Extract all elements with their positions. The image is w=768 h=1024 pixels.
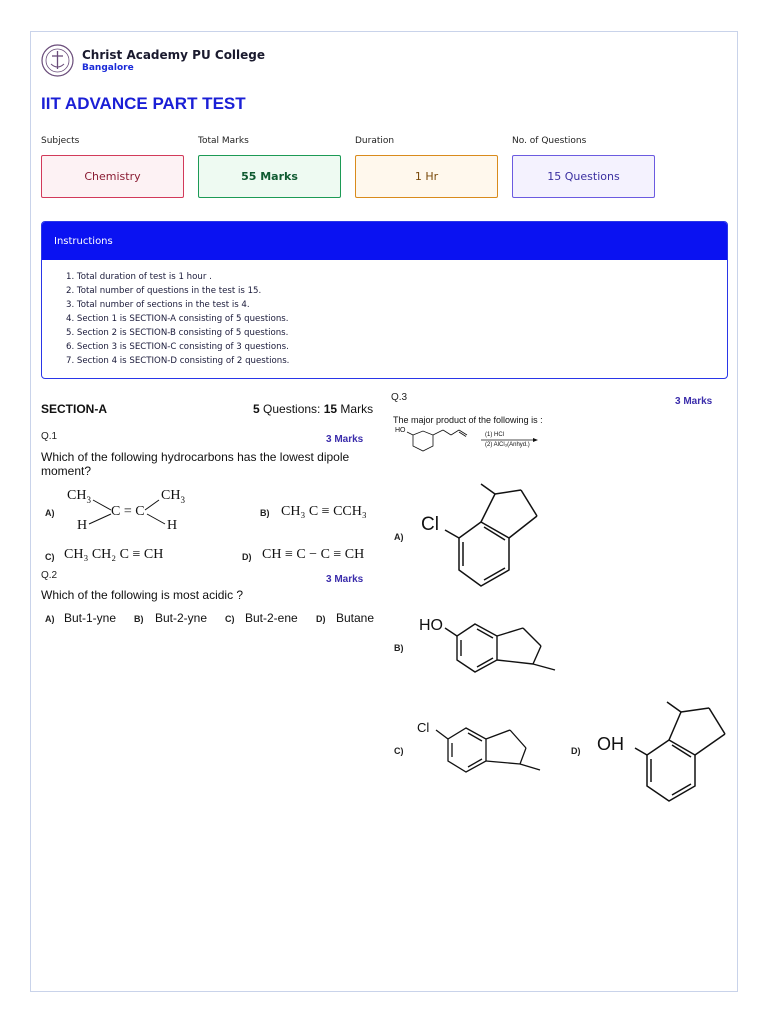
q2-option-a[interactable]: But-1-yne [64, 611, 117, 625]
q2-marks: 3 Marks [326, 574, 364, 585]
subjects-value: Chemistry [41, 155, 184, 198]
q1-option-c-label[interactable]: C) [45, 552, 55, 562]
college-header [41, 42, 265, 78]
q3-number: Q.3 [391, 392, 408, 403]
ch3-left-text: CH [67, 488, 87, 503]
duration-value: 1 Hr [355, 155, 498, 198]
q3-option-a-label[interactable]: A) [394, 532, 404, 542]
section-a-title: SECTION-A [41, 402, 107, 416]
q3-option-c-label[interactable]: C) [394, 746, 404, 756]
h-right: H [167, 518, 178, 533]
college-info [82, 48, 265, 73]
ch3-left-sub: 3 [86, 494, 91, 505]
indane-chloro-methyl-icon [411, 480, 551, 590]
chloro-group: Cl [421, 514, 439, 535]
indane-chloro-methyl-c-icon [416, 718, 556, 778]
section-a-marks: 15 [323, 402, 338, 416]
indane-hydroxy-methyl-d-icon [597, 698, 737, 808]
q2-option-a-label[interactable]: A) [45, 614, 55, 624]
q1-option-d-label[interactable]: D) [242, 552, 252, 562]
reactant-structure-icon [393, 425, 553, 457]
questions-value: 15 Questions [512, 155, 655, 198]
q1-option-a-label[interactable]: A) [45, 508, 55, 518]
q2-text: Which of the following is most acidic ? [41, 588, 244, 602]
q1-option-a-structure[interactable] [65, 488, 195, 534]
q1-option-c[interactable]: CH₃ CH₂ C ≡ CH [64, 547, 164, 562]
q2-number: Q.2 [41, 570, 58, 581]
q2-option-d-label[interactable]: D) [316, 614, 326, 624]
test-paper [30, 31, 738, 992]
q3-option-a-structure[interactable] [411, 480, 551, 590]
q3-option-d-label[interactable]: D) [571, 746, 581, 756]
section-a-count: 5 [253, 402, 260, 416]
ch3-right-sub: 3 [180, 494, 185, 505]
indane-hydroxy-methyl-icon [417, 612, 567, 682]
q2-option-c[interactable]: But-2-ene [245, 611, 298, 625]
q1-option-b-label[interactable]: B) [260, 508, 270, 518]
q3-option-c-structure[interactable] [416, 718, 556, 778]
test-title: IIT ADVANCE PART TEST [41, 94, 246, 113]
college-logo-icon [41, 44, 74, 77]
q3-option-b-structure[interactable] [417, 612, 567, 682]
q2-option-b[interactable]: But-2-yne [155, 611, 208, 625]
college-city: Bangalore [82, 62, 134, 73]
instruction-item: 2. Total number of questions in the test is 15. [66, 286, 262, 296]
chloro-group-c: Cl [417, 720, 430, 735]
alkene-core: C = C [111, 504, 145, 519]
q1-option-d[interactable]: CH ≡ C − C ≡ CH [262, 547, 365, 562]
reagent-1: (1) HCl [485, 432, 504, 438]
instruction-item: 7. Section 4 is SECTION-D consisting of 2 questions. [66, 356, 290, 366]
q1-text: Which of the following hydrocarbons has the lowest dipole moment? [41, 450, 350, 478]
alkene-bonds-icon [65, 488, 195, 534]
section-a-questions-label: Questions: [259, 402, 324, 416]
q3-marks: 3 Marks [675, 396, 713, 407]
q2-option-c-label[interactable]: C) [225, 614, 235, 624]
questions-label: No. of Questions [512, 136, 587, 146]
q2-option-b-label[interactable]: B) [134, 614, 144, 624]
instructions-list [42, 260, 727, 368]
instruction-item: 1. Total duration of test is 1 hour . [66, 272, 212, 282]
q3-text: The major product of the following is : [393, 415, 543, 425]
reagent-2: (2) AlCl₃(Anhyd.) [485, 442, 530, 448]
instructions-panel [41, 221, 728, 379]
duration-label: Duration [355, 136, 395, 146]
instruction-item: 5. Section 2 is SECTION-B consisting of 5 questions. [66, 328, 289, 338]
instruction-item: 6. Section 3 is SECTION-C consisting of 3 questions. [66, 342, 289, 352]
instructions-title: Instructions [42, 222, 727, 260]
q1-option-b[interactable]: CH₃ C ≡ CCH₃ [281, 504, 367, 519]
section-a-summary [253, 402, 373, 416]
section-a-marks-label: Marks [337, 402, 374, 416]
hydroxy-group-d: OH [597, 734, 624, 754]
ch3-right-text: CH [161, 488, 181, 503]
reactant-ho-group: HO [395, 427, 406, 434]
subjects-label: Subjects [41, 136, 80, 146]
q1-number: Q.1 [41, 431, 58, 442]
q1-marks: 3 Marks [326, 434, 364, 445]
q3-option-d-structure[interactable] [597, 698, 737, 808]
total-marks-value: 55 Marks [198, 155, 341, 198]
q2-option-d[interactable]: Butane [336, 611, 375, 625]
instruction-item: 4. Section 1 is SECTION-A consisting of 5 questions. [66, 314, 289, 324]
q3-option-b-label[interactable]: B) [394, 643, 404, 653]
total-marks-label: Total Marks [198, 136, 249, 146]
hydroxy-group: HO [419, 617, 443, 634]
q3-reaction-scheme [393, 425, 553, 457]
instruction-item: 3. Total number of sections in the test is 4. [66, 300, 250, 310]
h-left: H [77, 518, 88, 533]
college-name: Christ Academy PU College [82, 47, 266, 62]
